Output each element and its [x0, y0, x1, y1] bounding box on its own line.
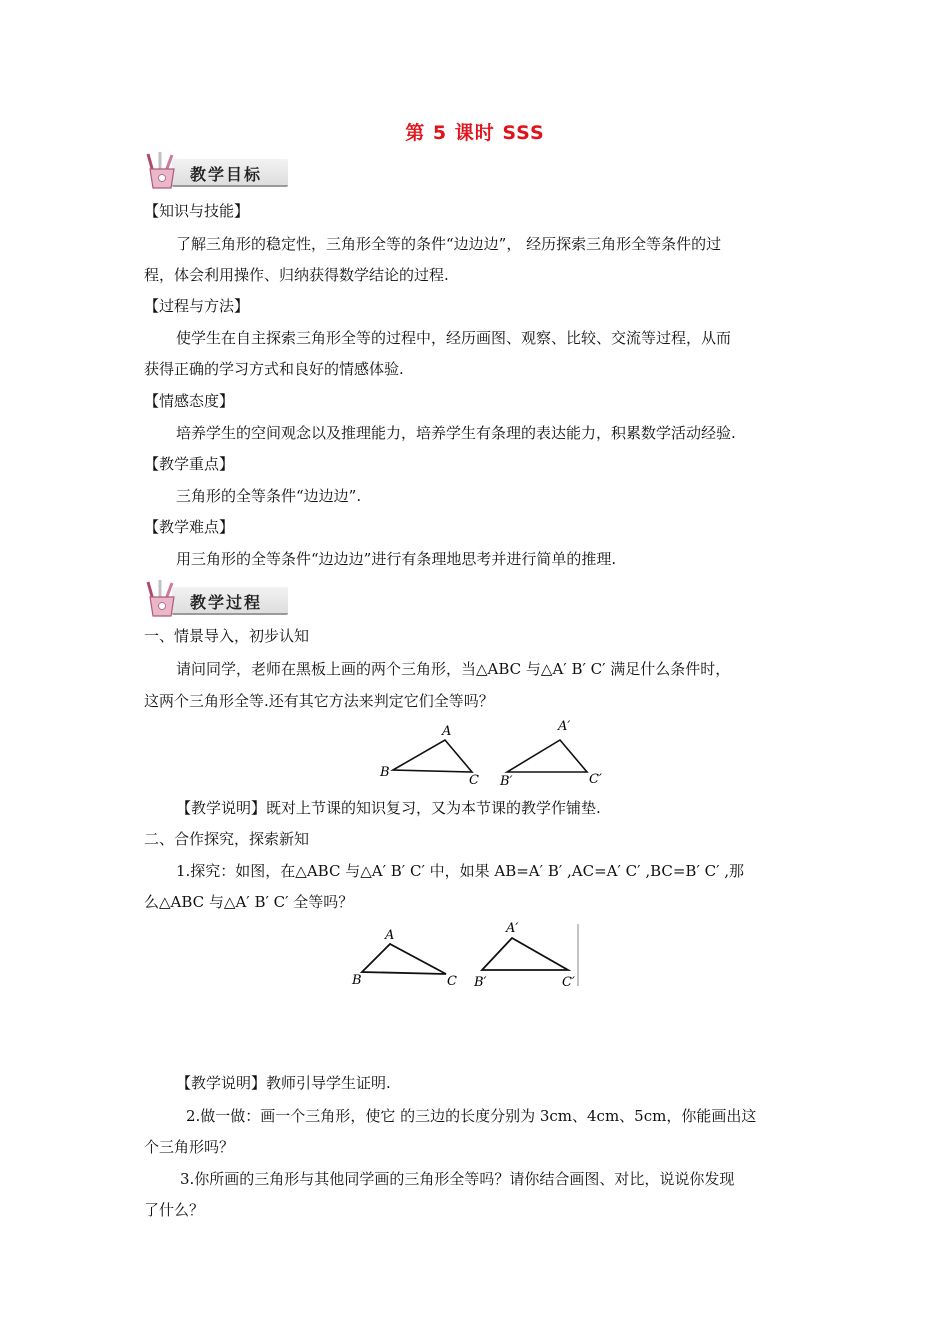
paragraph-difficult-point: 用三角形的全等条件“边边边”进行有条理地思考并进行简单的推理.: [176, 550, 617, 568]
vertex-label-a-prime: A′: [558, 719, 571, 734]
vertex-label-a-prime: A′: [506, 921, 519, 936]
paragraph-knowledge-1: 了解三角形的稳定性，三角形全等的条件“边边边”， 经历探索三角形全等条件的过: [176, 235, 722, 253]
heading-key-point: 【教学重点】: [144, 455, 235, 473]
paragraph-explore-2: 么△ABC 与△A′ B′ C′ 全等吗？: [144, 893, 354, 911]
section-badge-goals: [144, 152, 290, 190]
paragraph-intro-2: 这两个三角形全等.还有其它方法来判定它们全等吗？: [144, 692, 494, 710]
badge-label: 教学过程: [190, 593, 263, 612]
triangles-diagram: [372, 716, 612, 792]
paragraph-compare-1: 3.你所画的三角形与其他同学画的三角形全等吗？请你结合画图、对比，说说你发现: [180, 1170, 735, 1188]
heading-knowledge: 【知识与技能】: [144, 202, 250, 220]
section-heading-explore: 二、合作探究，探索新知: [144, 830, 310, 848]
vertex-label-c-prime: C′: [562, 975, 575, 990]
paragraph-explore-1: 1.探究：如图，在△ABC 与△A′ B′ C′ 中，如果 AB=A′ B′ ,AC=A′ C′ ,BC=B′ C′ ,那: [176, 862, 745, 880]
paragraph-knowledge-2: 程，体会利用操作、归纳获得数学结论的过程.: [144, 266, 449, 284]
section-heading-intro: 一、情景导入，初步认知: [144, 627, 310, 645]
vertex-label-c: C: [469, 773, 479, 788]
vertex-label-a: A: [385, 928, 395, 943]
triangle-a2b2c2: [482, 938, 568, 970]
vertex-label-c: C: [447, 974, 457, 989]
triangle-abc: [393, 740, 472, 772]
paragraph-try-2: 个三角形吗？: [144, 1138, 235, 1156]
badge-bar: [172, 587, 288, 615]
badge-bar: [172, 159, 288, 187]
triangles-diagram: [348, 920, 584, 992]
teaching-note-1: 【教学说明】既对上节课的知识复习，又为本节课的教学作铺垫.: [176, 799, 601, 817]
paragraph-intro-1: 请问同学，老师在黑板上画的两个三角形，当△ABC 与△A′ B′ C′ 满足什么条件时，: [176, 660, 731, 678]
vertex-label-c-prime: C′: [589, 772, 602, 787]
vertex-label-a: A: [442, 724, 452, 739]
badge-label: 教学目标: [190, 165, 263, 184]
paragraph-emotion: 培养学生的空间观念以及推理能力，培养学生有条理的表达能力，积累数学活动经验.: [176, 424, 736, 442]
teaching-note-2: 【教学说明】教师引导学生证明.: [176, 1074, 391, 1092]
vertex-label-b-prime: B′: [474, 975, 487, 990]
vertex-label-b: B: [352, 973, 362, 988]
paragraph-try-1: 2.做一做：画一个三角形，使它 的三边的长度分别为 3cm、4cm、5cm，你能画出这: [186, 1107, 757, 1125]
triangle-abc: [362, 944, 446, 974]
paragraph-process-2: 获得正确的学习方式和良好的情感体验.: [144, 360, 404, 378]
vertex-label-b: B: [380, 765, 390, 780]
section-badge-process: [144, 580, 290, 618]
heading-process-method: 【过程与方法】: [144, 297, 250, 315]
paragraph-compare-2: 了什么？: [144, 1201, 205, 1219]
triangles-figure-2: [348, 920, 584, 996]
triangles-figure-1: [372, 716, 612, 796]
page-title: 第 5 课时 SSS: [405, 122, 545, 144]
pencil-cup-icon: [144, 580, 184, 618]
heading-difficult-point: 【教学难点】: [144, 518, 235, 536]
pencil-cup-icon: [144, 152, 184, 190]
heading-emotion: 【情感态度】: [144, 392, 235, 410]
paragraph-key-point: 三角形的全等条件“边边边”.: [176, 487, 362, 505]
paragraph-process-1: 使学生在自主探索三角形全等的过程中，经历画图、观察、比较、交流等过程，从而: [176, 329, 732, 347]
vertex-label-b-prime: B′: [500, 774, 513, 789]
triangle-a2b2c2: [507, 740, 587, 772]
